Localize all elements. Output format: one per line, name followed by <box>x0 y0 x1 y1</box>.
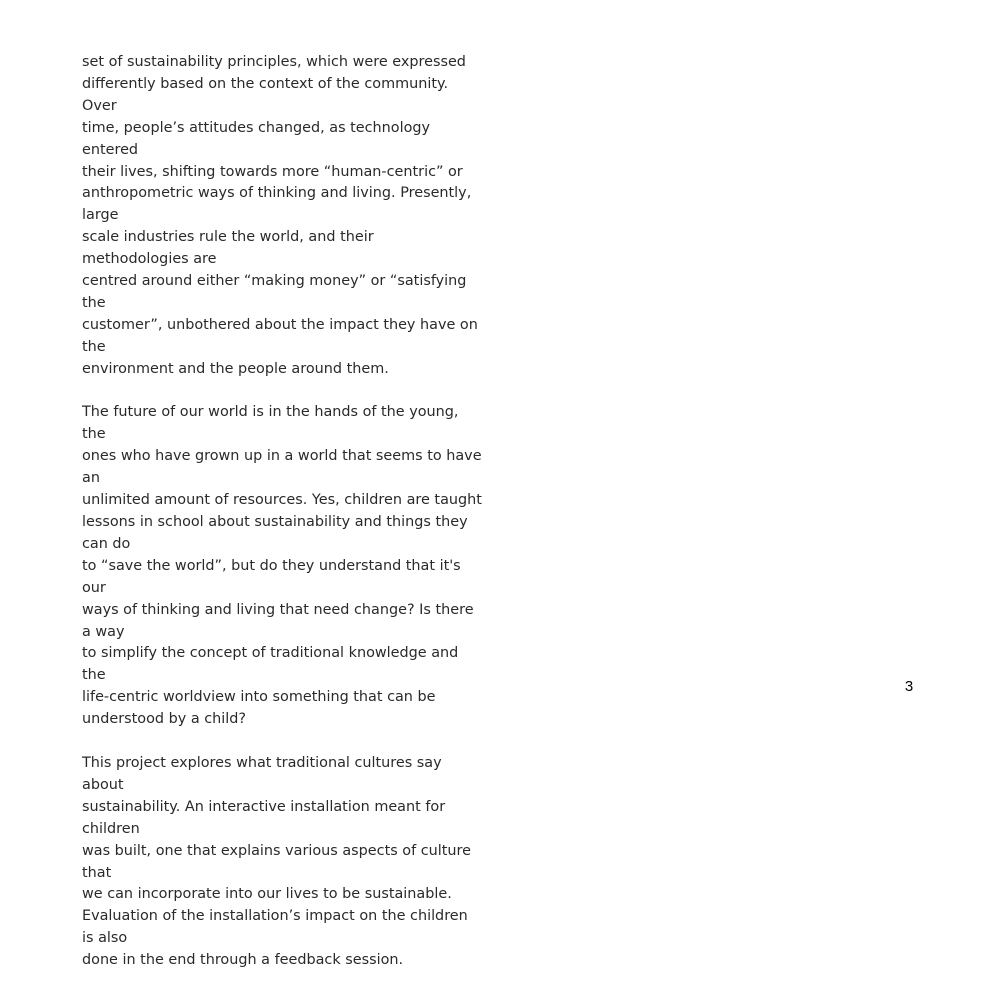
paragraph-2: The future of our world is in the hands of the young, the ones who have grown up in a world that seems to have an unlimited amount of resources. Yes, children are taught lessons in school about sustainability and things they can do to “save the world”, but do they understand that it's our ways of thinking and living that need change? Is there a way to simplify the concept of traditional knowledge and the life-centric worldview into something that can be understood by a child? <box>82 404 482 728</box>
body-text-column <box>82 52 482 994</box>
paragraph-3: This project explores what traditional cultures say about sustainability. An interactive installation meant for children was built, one that explains various aspects of culture that we can incorporate into our lives to be sustainable. Evaluation of the installation’s impact on the children is also done in the end through a feedback session. <box>82 754 471 969</box>
paragraph-1: set of sustainability principles, which were expressed differently based on the context of the community. Over time, people’s attitudes changed, as technology entered their lives, shifting towards more “human-centric” or anthropometric ways of thinking and living. Presently, large scale industries rule the world, and their methodologies are centred around either “making money” or “satisfying the customer”, unbothered about the impact they have on the environment and the people around them. <box>82 54 478 377</box>
page-number: 3 <box>904 678 914 695</box>
